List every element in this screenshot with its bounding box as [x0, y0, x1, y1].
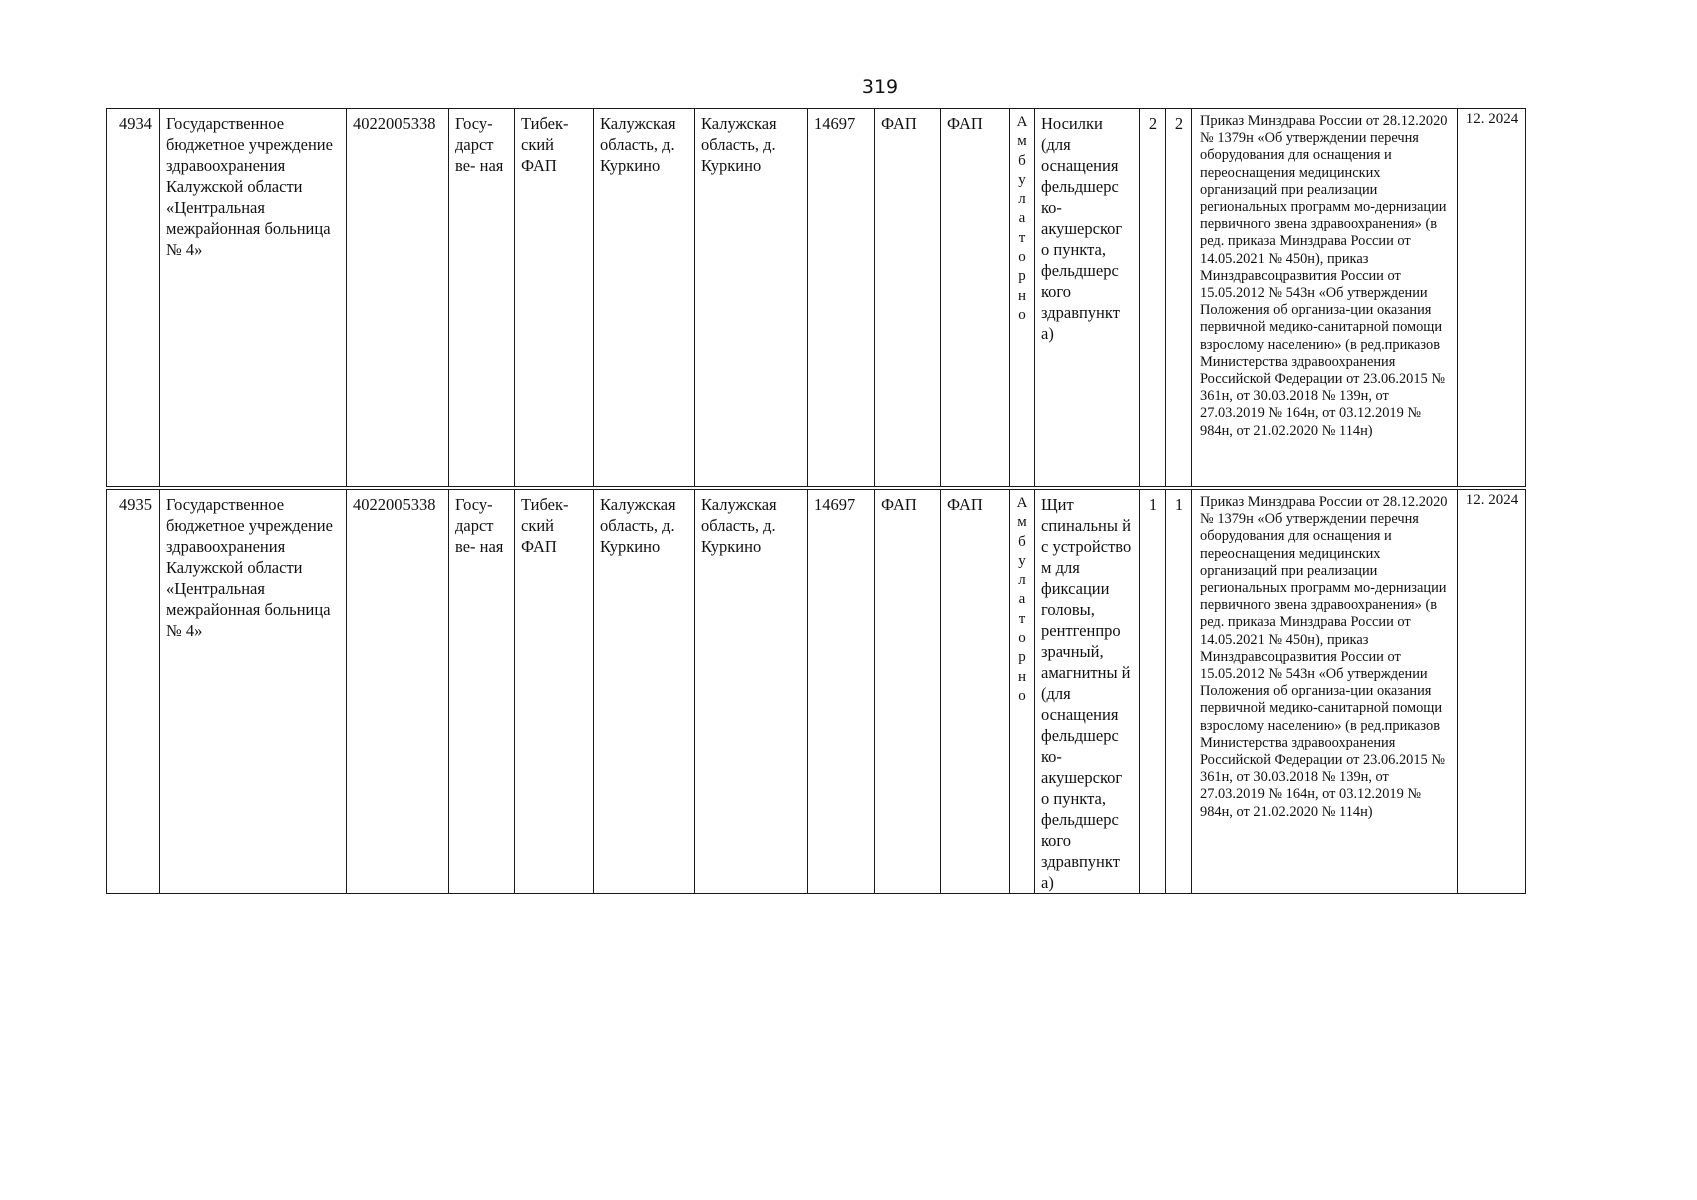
equipment-name: Щит спинальны й с устройство м для фиксации головы, рентгенпро зрачный, амагнитны й (для оснащения фельдшерс ко- акушерског о пункта, фельдшерс кого здравпункт а)	[1035, 490, 1140, 894]
legal-basis: Приказ Минздрава России от 28.12.2020 № 1379н «Об утверждении перечня оборудования для оснащения и переоснащения медицинских организаций при реализации региональных программ мо-дернизации первичного звена здравоохранения» (в ред. приказа Минздрава России от 14.05.2021 № 450н), приказ Минздравсоцразвития России от 15.05.2012 № 543н «Об утверждении Положения об организа-ции оказания первичной медико-санитарной помощи взрослому населению» (в ред.приказов Министерства здравоохранения Российской Федерации от 23.06.2015 № 361н, от 30.03.2018 № 139н, от 27.03.2019 № 164н, от 03.12.2019 № 984н, от 21.02.2020 № 114н)	[1192, 109, 1458, 487]
legal-address: Калужская область, д. Куркино	[594, 109, 695, 487]
deadline: 12. 2024	[1458, 109, 1526, 487]
facility-type: ФАП	[875, 490, 941, 894]
ownership: Госу- дарст ве- ная	[449, 490, 515, 894]
row-number: 4934	[107, 109, 160, 487]
facility-subtype: ФАП	[941, 490, 1010, 894]
facility-code: 14697	[808, 490, 875, 894]
facility-name: Тибек- ский ФАП	[515, 109, 594, 487]
row-number: 4935	[107, 490, 160, 894]
quantity-missing: 1	[1166, 490, 1192, 894]
facility-type: ФАП	[875, 109, 941, 487]
inn: 4022005338	[347, 490, 449, 894]
legal-basis: Приказ Минздрава России от 28.12.2020 № 1379н «Об утверждении перечня оборудования для оснащения и переоснащения медицинских организаций при реализации региональных программ мо-дернизации первичного звена здравоохранения» (в ред. приказа Минздрава России от 14.05.2021 № 450н), приказ Минздравсоцразвития России от 15.05.2012 № 543н «Об утверждении Положения об организа-ции оказания первичной медико-санитарной помощи взрослому населению» (в ред.приказов Министерства здравоохранения Российской Федерации от 23.06.2015 № 361н, от 30.03.2018 № 139н, от 27.03.2019 № 164н, от 03.12.2019 № 984н, от 21.02.2020 № 114н)	[1192, 490, 1458, 894]
facility-name: Тибек- ский ФАП	[515, 490, 594, 894]
quantity-required: 2	[1140, 109, 1166, 487]
inn: 4022005338	[347, 109, 449, 487]
ownership: Госу- дарст ве- ная	[449, 109, 515, 487]
page-number: 319	[861, 76, 899, 98]
table-row	[106, 489, 1526, 894]
care-form: А м б у л а т о р н о	[1010, 109, 1035, 487]
equipment-name: Носилки (для оснащения фельдшерс ко- акушерског о пункта, фельдшерс кого здравпункт а)	[1035, 109, 1140, 487]
deadline: 12. 2024	[1458, 490, 1526, 894]
care-form: А м б у л а т о р н о	[1010, 490, 1035, 894]
legal-address: Калужская область, д. Куркино	[594, 490, 695, 894]
actual-address: Калужская область, д. Куркино	[695, 490, 808, 894]
actual-address: Калужская область, д. Куркино	[695, 109, 808, 487]
facility-code: 14697	[808, 109, 875, 487]
organization-name: Государственное бюджетное учреждение здравоохранения Калужской области «Центральная межрайонная больница № 4»	[160, 490, 347, 894]
quantity-required: 1	[1140, 490, 1166, 894]
organization-name: Государственное бюджетное учреждение здравоохранения Калужской области «Центральная межрайонная больница № 4»	[160, 109, 347, 487]
facility-subtype: ФАП	[941, 109, 1010, 487]
table-row	[106, 108, 1526, 487]
quantity-missing: 2	[1166, 109, 1192, 487]
